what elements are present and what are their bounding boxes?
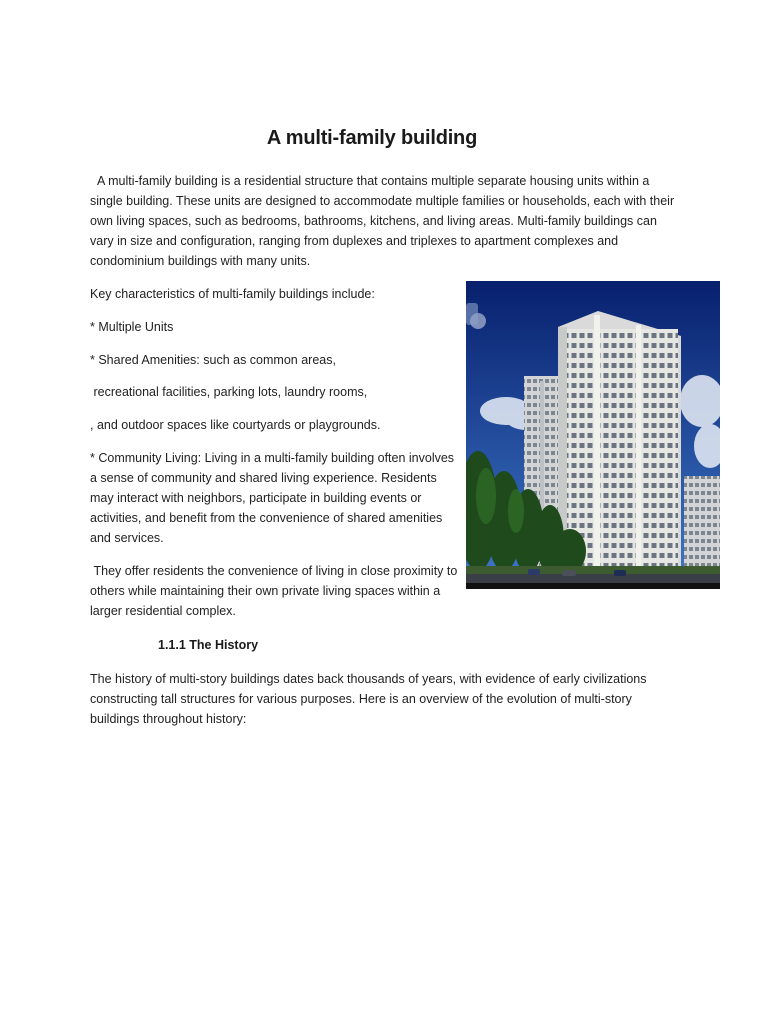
item-shared-amenities-continued: recreational facilities, parking lots, laundry rooms, <box>90 385 368 399</box>
item-multiple-units: * Multiple Units <box>90 320 174 334</box>
item-community-living: * Community Living: Living in a multi-family building often involves a sense of community and shared living experience. Residents may interact with neighbors, participate in building events or activities, and benefit from the convenience of shared amenities and services. <box>90 451 455 545</box>
history-heading: 1.1.1 The History <box>158 638 259 652</box>
ground <box>466 566 720 574</box>
building-photo <box>466 281 720 589</box>
item-shared-amenities-continued-2: , and outdoor spaces like courtyards or playgrounds. <box>90 418 381 432</box>
intro-paragraph: A multi-family building is a residential structure that contains multiple separate housing units within a single building. These units are designed to accommodate multiple families or households, each with their own living spaces, such as bedrooms, bathrooms, kitchens, and living areas. Multi-family buildings can vary in size and configuration, ranging from duplexes and triplexes to apartment complexes and condominium buildings with many units. <box>90 174 678 268</box>
key-characteristics-heading: Key characteristics of multi-family buildings include: <box>90 287 375 301</box>
building-illustration <box>466 281 720 589</box>
side-building <box>684 476 720 566</box>
road <box>466 574 720 583</box>
history-paragraph: The history of multi-story buildings dates back thousands of years, with evidence of early civilizations constructing tall structures for various purposes. Here is an overview of the evolution of multi-story buildings throughout history: <box>90 672 647 726</box>
item-shared-amenities: * Shared Amenities: such as common areas, <box>90 353 336 367</box>
offer-paragraph: They offer residents the convenience of living in close proximity to others while maintaining their own private living spaces within a larger residential complex. <box>90 564 461 618</box>
main-tower <box>566 329 678 566</box>
page-title: A multi-family building <box>266 127 478 149</box>
